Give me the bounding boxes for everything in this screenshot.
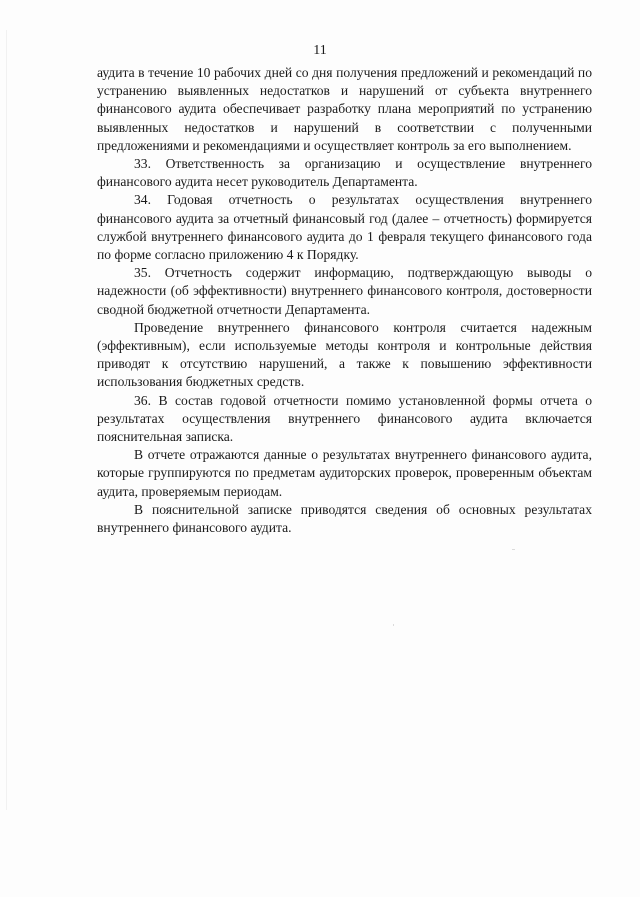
paragraph-35: 35. Отчетность содержит информацию, подтверждающую выводы о надежности (об эффективности) внутреннего финансового контроля, достоверности сводной бюджетной отчетности Департамента. — [97, 265, 592, 317]
body-text — [97, 64, 592, 537]
scan-edge-mark — [6, 30, 7, 810]
page-number: 11 — [313, 43, 327, 58]
paragraph-34: 34. Годовая отчетность о результатах осуществления внутреннего финансового аудита за отчетный финансовый год (далее – отчетность) формируется службой внутреннего финансового аудита до 1 февраля текущего финансового года по форме согласно приложению 4 к Порядку. — [97, 192, 592, 263]
paragraph-33: 33. Ответственность за организацию и осуществление внутреннего финансового аудита несет руководитель Департамента. — [97, 156, 592, 190]
paragraph-reliability: Проведение внутреннего финансового контроля считается надежным (эффективным), если используемые методы контроля и контрольные действия приводят к отсутствию нарушений, а также к повышению эффективности использования бюджетных средств. — [97, 319, 592, 390]
scan-speck — [393, 624, 394, 626]
paragraph-36: 36. В состав годовой отчетности помимо установленной формы отчета о результатах осуществления внутреннего финансового аудита включается пояснительная записка. — [97, 392, 592, 445]
scan-speck — [512, 549, 515, 550]
paragraph-report-data: В отчете отражаются данные о результатах внутреннего финансового аудита, которые группируются по предметам аудиторских проверок, проверенным объектам аудита, проверяемым периодам. — [97, 447, 592, 499]
paragraph-continuation: аудита в течение 10 рабочих дней со дня получения предложений и рекомендаций по устранению выявленных недостатков и нарушений от субъекта внутреннего финансового аудита обеспечивает разработку плана мероприятий по устранению выявленных недостатков и нарушений в соответствии с полученными предложениями и рекомендациями и осуществляет контроль за его выполнением. — [97, 65, 592, 153]
paragraph-explanatory-note: В пояснительной записке приводятся сведения об основных результатах внутреннего финансового аудита. — [97, 501, 592, 536]
